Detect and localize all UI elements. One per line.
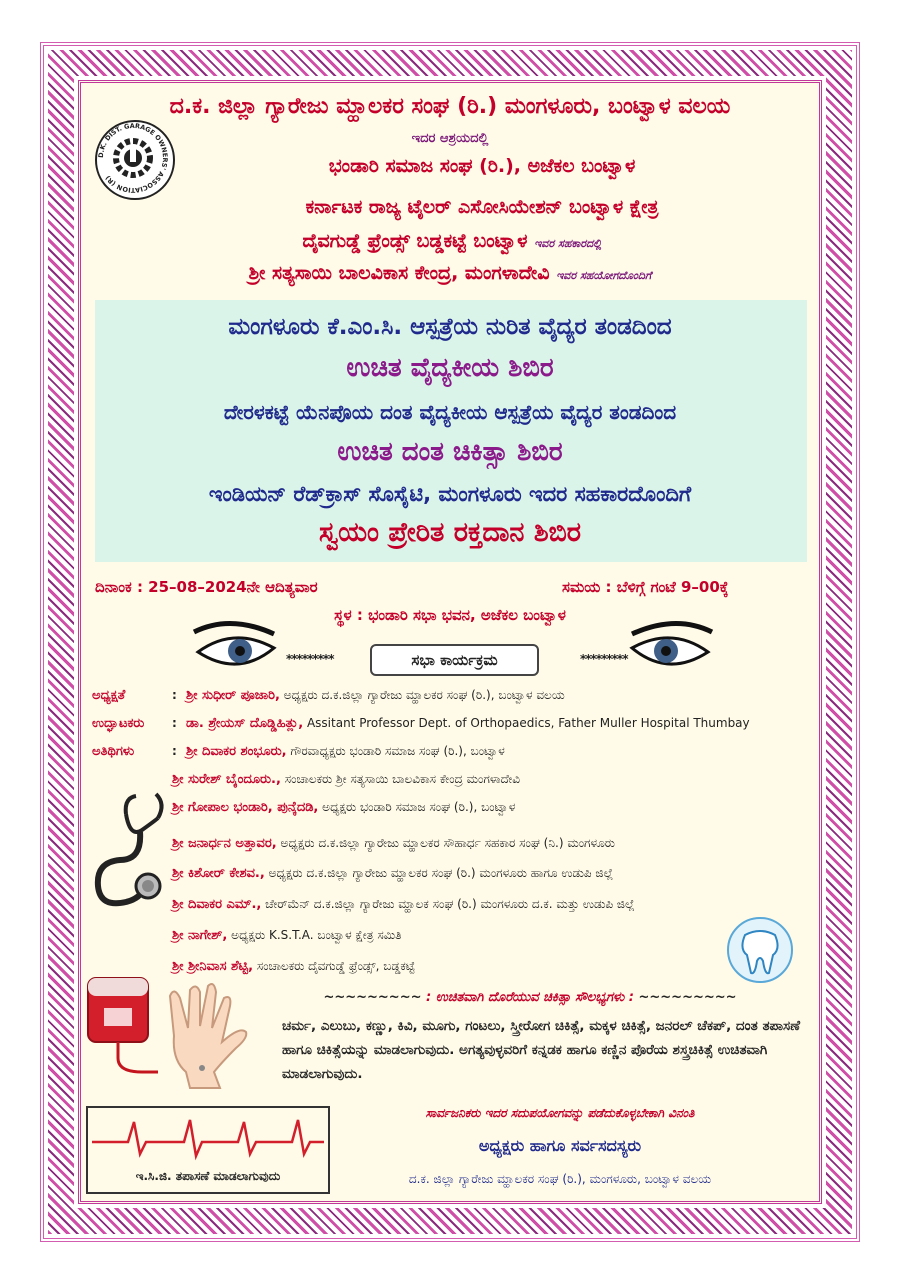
person-desc: Assitant Professor Dept. of Orthopaedics, Father Muller Hospital Thumbay [303,716,750,730]
dental-team-line: ದೇರಳಕಟ್ಟೆ ಯೆನಪೊಯ ದಂತ ವೈದ್ಯಕೀಯ ಆಸ್ಪತ್ರೆಯ ವೈದ್ಯರ ತಂಡದಿಂದ [223,400,677,424]
event-time: ಸಮಯ : ಬೆಳಿಗ್ಗೆ ಗಂಟೆ 9–00ಕ್ಕೆ [562,578,729,596]
person-row: ಅತಿಥಿಗಳು : ಶ್ರೀ ದಿವಾಕರ ಶಂಭೂರು, ಗೌರವಾಧ್ಯಕ್ಷರು ಭಂಡಾರಿ ಸಮಾಜ ಸಂಘ (ರಿ.), ಬಂಟ್ವಾಳ [92,744,505,759]
program-title: ಸಭಾ ಕಾರ್ಯಕ್ರಮ [370,644,539,676]
person-row: ಅಧ್ಯಕ್ಷತೆ : ಶ್ರೀ ಸುಧೀರ್ ಪೂಜಾರಿ, ಅಧ್ಯಕ್ಷರು ದ.ಕ.ಜಿಲ್ಲಾ ಗ್ಯಾರೇಜು ಮ್ಹಾಲಕರ ಸಂಘ (ರಿ.), ಬಂಟ್ವಾಳ ವಲಯ [92,688,565,703]
ecg-icon [88,1108,328,1164]
public-appeal: ಸಾರ್ವಜನಿಕರು ಇದರ ಸದುಪಯೋಗವನ್ನು ಪಡೆದುಕೊಳ್ಳಬೇಕಾಗಿ ವಿನಂತಿ [425,1106,695,1120]
person-name: ಶ್ರೀ ನಾಗೇಶ್, [172,928,228,943]
sponsor-name-3: ದೈವಗುಡ್ಡೆ ಫ್ರೆಂಡ್ಸ್ ಬಡ್ಡಕಟ್ಟೆ ಬಂಟ್ವಾಳ [302,230,528,252]
footer-organization: ದ.ಕ. ಜಿಲ್ಲಾ ಗ್ಯಾರೇಜು ಮ್ಹಾಲಕರ ಸಂಘ (ರಿ.), ಮಂಗಳೂರು, ಬಂಟ್ವಾಳ ವಲಯ [408,1172,712,1186]
event-venue: ಸ್ಥಳ : ಭಂಡಾರಿ ಸಭಾ ಭವನ, ಅಜೆಕಲ ಬಂಟ್ವಾಳ [334,606,566,624]
blood-camp-title: ಸ್ವಯಂ ಪ್ರೇರಿತ ರಕ್ತದಾನ ಶಿಬಿರ [318,517,582,548]
person-row [172,800,515,815]
person-name: ಶ್ರೀ ದಿವಾಕರ ಎಮ್., [172,897,262,912]
person-row [172,897,635,912]
person-row [172,928,402,943]
person-name: ಡಾ. ಶ್ರೇಯಸ್ ದೊಡ್ಡಿಹಿತ್ಲು, [186,716,304,731]
person-desc: ಅಧ್ಯಕ್ಷರು K.S.T.A. ಬಂಟ್ವಾಳ ಕ್ಷೇತ್ರ ಸಮಿತಿ [227,928,402,942]
sponsor-line-1: ಭಂಡಾರಿ ಸಮಾಜ ಸಂಘ (ರಿ.), ಅಜೆಕಲ ಬಂಟ್ವಾಳ [328,155,636,177]
person-name: ಶ್ರೀ ಸುಧೀರ್ ಪೂಜಾರಿ, [186,688,280,703]
program-heading [280,644,680,674]
stars-right: ********* [580,652,628,666]
hand-icon [150,976,260,1091]
tilde-left: ~~~~~~~~~ [323,990,422,1005]
facilities-text: ಚರ್ಮ, ಎಲುಬು, ಕಣ್ಣು, ಕಿವಿ, ಮೂಗು, ಗಂಟಲು, ಸ್ತ್ರೀರೋಗ ಚಿಕಿತ್ಸೆ, ಮಕ್ಕಳ ಚಿಕಿತ್ಸೆ, ಜನರಲ್ ಚೆಕಪ್, ದಂತ ತಪಾಸಣೆ ಹಾಗೂ ಚಿಕಿತ್ಸೆಯನ್ನು ಮಾಡಲಾಗುವುದು. ಅಗತ್ಯವುಳ್ಳವರಿಗೆ ಕನ್ನಡಕ ಹಾಗೂ ಕಣ್ಣಿನ ಪೊರೆಯ ಶಸ್ತ್ರಚಿಕಿತ್ಸೆ ಉಚಿತವಾಗಿ ಮಾಡಲಾಗುವುದು. [282,1018,801,1082]
sponsor-line-2: ಕರ್ನಾಟಕ ರಾಜ್ಯ ಟೈಲರ್ ಎಸೋಸಿಯೇಶನ್ ಬಂಟ್ವಾಳ ಕ್ಷೇತ್ರ [305,196,659,218]
person-desc: ಸಂಚಾಲಕರು ದೈವಗುಡ್ಡೆ ಫ್ರೆಂಡ್ಸ್, ಬಡ್ಡಕಟ್ಟೆ [253,959,415,973]
sponsor-suffix-3: ಇವರ ಸಹಕಾರದಲ್ಲಿ [534,237,602,250]
auspices-line: ಇದರ ಆಶ್ರಯದಲ್ಲಿ [411,131,489,146]
person-row: ಉದ್ಘಾಟಕರು : ಡಾ. ಶ್ರೇಯಸ್ ದೊಡ್ಡಿಹಿತ್ಲು, Assitant Professor Dept. of Orthopaedics, Father Muller Hospital Thumbay [92,716,750,731]
sponsor-line-4 [78,262,822,284]
organizer-title: ದ.ಕ. ಜಿಲ್ಲಾ ಗ್ಯಾರೇಜು ಮ್ಹಾಲಕರ ಸಂಘ (ರಿ.) ಮಂಗಳೂರು, ಬಂಟ್ವಾಳ ವಲಯ [169,94,731,119]
redcross-line: ಇಂಡಿಯನ್ ರೆಡ್‌ಕ್ರಾಸ್ ಸೊಸೈಟಿ, ಮಂಗಳೂರು ಇದರ ಸಹಕಾರದೊಂದಿಗೆ [208,482,692,506]
person-desc: ಅಧ್ಯಕ್ಷರು ದ.ಕ.ಜಿಲ್ಲಾ ಗ್ಯಾರೇಜು ಮ್ಹಾಲಕರ ಸೌಹಾರ್ಧ ಸಹಕಾರ ಸಂಘ (ನಿ.) ಮಂಗಳೂರು [276,836,615,850]
person-name: ಶ್ರೀ ಕಿಶೋರ್ ಕೇಶವ., [172,866,265,881]
person-desc: ಸಂಚಾಲಕರು ಶ್ರೀ ಸತ್ಯಸಾಯಿ ಬಾಲವಿಕಾಸ ಕೇಂದ್ರ ಮಂಗಳಾದೇವಿ [280,772,521,786]
person-row [172,836,615,851]
sponsor-name-4: ಶ್ರೀ ಸತ್ಯಸಾಯಿ ಬಾಲವಿಕಾಸ ಕೇಂದ್ರ, ಮಂಗಳಾದೇವಿ [248,262,550,284]
stars-left: ********* [286,652,334,666]
sponsor-line-3 [80,230,824,252]
event-date: ದಿನಾಂಕ : 25–08–2024ನೇ ಆದಿತ್ಯವಾರ [95,578,318,596]
person-desc: ಗೌರವಾಧ್ಯಕ್ಷರು ಭಂಡಾರಿ ಸಮಾಜ ಸಂಘ (ರಿ.), ಬಂಟ್ವಾಳ [286,744,505,758]
person-row [172,772,520,787]
stethoscope-icon [90,790,170,920]
person-row [172,959,415,974]
person-desc: ಚೇರ್‌ಮೆನ್ ದ.ಕ.ಜಿಲ್ಲಾ ಗ್ಯಾರೇಜು ಮ್ಹಾಲಕ ಸಂಘ (ರಿ.) ಮಂಗಳೂರು ದ.ಕ. ಮತ್ತು ಉಡುಪಿ ಜಿಲ್ಲೆ [261,897,635,911]
person-name: ಶ್ರೀ ಸುರೇಶ್ ಬೈಂದೂರು., [172,772,281,787]
facilities-title: : ಉಚಿತವಾಗಿ ದೊರೆಯುವ ಚಿಕಿತ್ಸಾ ಸೌಲಭ್ಯಗಳು : [421,990,639,1005]
person-name: ಶ್ರೀ ಜನಾರ್ಧನ ಅತ್ತಾವರ, [172,836,277,851]
eye-icon [190,618,278,676]
tooth-icon [725,915,795,985]
ecg-label: ಇ.ಸಿ.ಜಿ. ತಪಾಸಣೆ ಮಾಡಲಾಗುವುದು [135,1169,281,1183]
role-label: ಅತಿಥಿಗಳು [92,744,135,759]
signatory: ಅಧ್ಯಕ್ಷರು ಹಾಗೂ ಸರ್ವಸದಸ್ಯರು [478,1136,642,1155]
person-desc: ಅಧ್ಯಕ್ಷರು ಭಂಡಾರಿ ಸಮಾಜ ಸಂಘ (ರಿ.), ಬಂಟ್ವಾಳ [318,800,516,814]
dental-camp-title: ಉಚಿತ ದಂತ ಚಿಕಿತ್ಸಾ ಶಿಬಿರ [337,437,563,467]
person-name: ಶ್ರೀ ಗೋಪಾಲ ಭಂಡಾರಿ, ಪುನ್ಕೆದಡಿ, [172,800,319,815]
logo-text: D.K. DIST. GARAGE OWNERS' ASSOCIATION (R) [96,121,170,195]
ecg-box [86,1106,330,1194]
sponsor-suffix-4: ಇವರ ಸಹಯೋಗದೊಂದಿಗೆ [556,269,652,282]
tilde-right: ~~~~~~~~~ [638,990,737,1005]
role-label: ಅಧ್ಯಕ್ಷತೆ [92,688,126,703]
person-row [172,866,613,881]
role-label: ಉದ್ಘಾಟಕರು [92,716,145,731]
person-desc: ಅಧ್ಯಕ್ಷರು ದ.ಕ.ಜಿಲ್ಲಾ ಗ್ಯಾರೇಜು ಮ್ಹಾಲಕರ ಸಂಘ (ರಿ.) ಮಂಗಳೂರು ಹಾಗೂ ಉಡುಪಿ ಜಿಲ್ಲೆ [264,866,614,880]
facilities-heading [260,990,800,1005]
kmc-team-line: ಮಂಗಳೂರು ಕೆ.ಎಂ.ಸಿ. ಆಸ್ಪತ್ರೆಯ ನುರಿತ ವೈದ್ಯರ ತಂಡದಿಂದ [228,314,672,340]
medical-camp-title: ಉಚಿತ ವೈದ್ಯಕೀಯ ಶಿಬಿರ [346,353,554,383]
person-name: ಶ್ರೀ ಶ್ರೀನಿವಾಸ ಶೆಟ್ಟಿ, [172,959,254,974]
person-desc: ಅಧ್ಯಕ್ಷರು ದ.ಕ.ಜಿಲ್ಲಾ ಗ್ಯಾರೇಜು ಮ್ಹಾಲಕರ ಸಂಘ (ರಿ.), ಬಂಟ್ವಾಳ ವಲಯ [279,688,565,702]
person-name: ಶ್ರೀ ದಿವಾಕರ ಶಂಭೂರು, [186,744,287,759]
